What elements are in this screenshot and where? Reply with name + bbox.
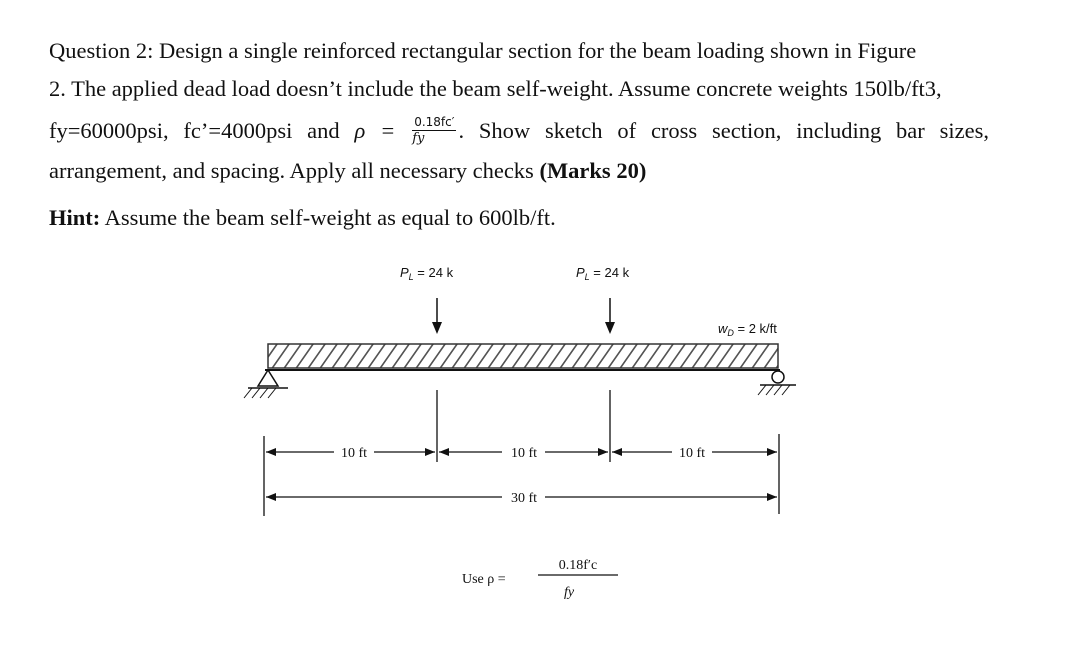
- point-load-right-arrow: [605, 298, 615, 334]
- question-line-2: 2. The applied dead load doesn’t include the beam self-weight. Assume concrete weights 150lb/ft3,: [49, 76, 942, 101]
- question-line-3-start: fy=60000psi, fc’=4000psi and: [49, 118, 355, 143]
- rho-denominator: fy: [412, 131, 425, 147]
- distributed-load-block: [268, 344, 778, 368]
- question-line-1: Question 2: Design a single reinforced rectangular section for the beam loading shown in Figure: [49, 38, 917, 63]
- marks-label: (Marks 20): [539, 158, 647, 183]
- dimension-label-2: 10 ft: [510, 446, 538, 461]
- hint-body: Assume the beam self-weight as equal to 600lb/ft.: [100, 205, 556, 230]
- use-rho-label: Use ρ =: [462, 572, 506, 587]
- point-load-left-label: $P_L = 24$ k: [400, 265, 454, 282]
- distributed-load-label: $w_D = 2$ k/ft: [718, 321, 777, 338]
- hint-label: Hint:: [49, 205, 101, 230]
- point-load-left-arrow: [432, 298, 442, 334]
- dimension-label-1: 10 ft: [340, 446, 368, 461]
- question-line-4-start: arrangement, and spacing. Apply all necessary checks: [49, 158, 540, 183]
- use-rho-numerator: 0.18f′c: [558, 558, 598, 573]
- dimension-label-3: 10 ft: [678, 446, 706, 461]
- rho-numerator: 0.18fc′: [414, 115, 455, 130]
- roller-support-right: [758, 371, 796, 395]
- question-line-3-end: . Show sketch of cross section, including bar sizes,: [458, 118, 989, 143]
- use-rho-denominator: fy: [563, 585, 575, 600]
- dimension-label-total: 30 ft: [510, 491, 538, 506]
- point-load-right-label: $P_L = 24$ k: [576, 265, 630, 282]
- rho-symbol: ρ =: [354, 118, 396, 143]
- pin-support-left: [244, 370, 288, 398]
